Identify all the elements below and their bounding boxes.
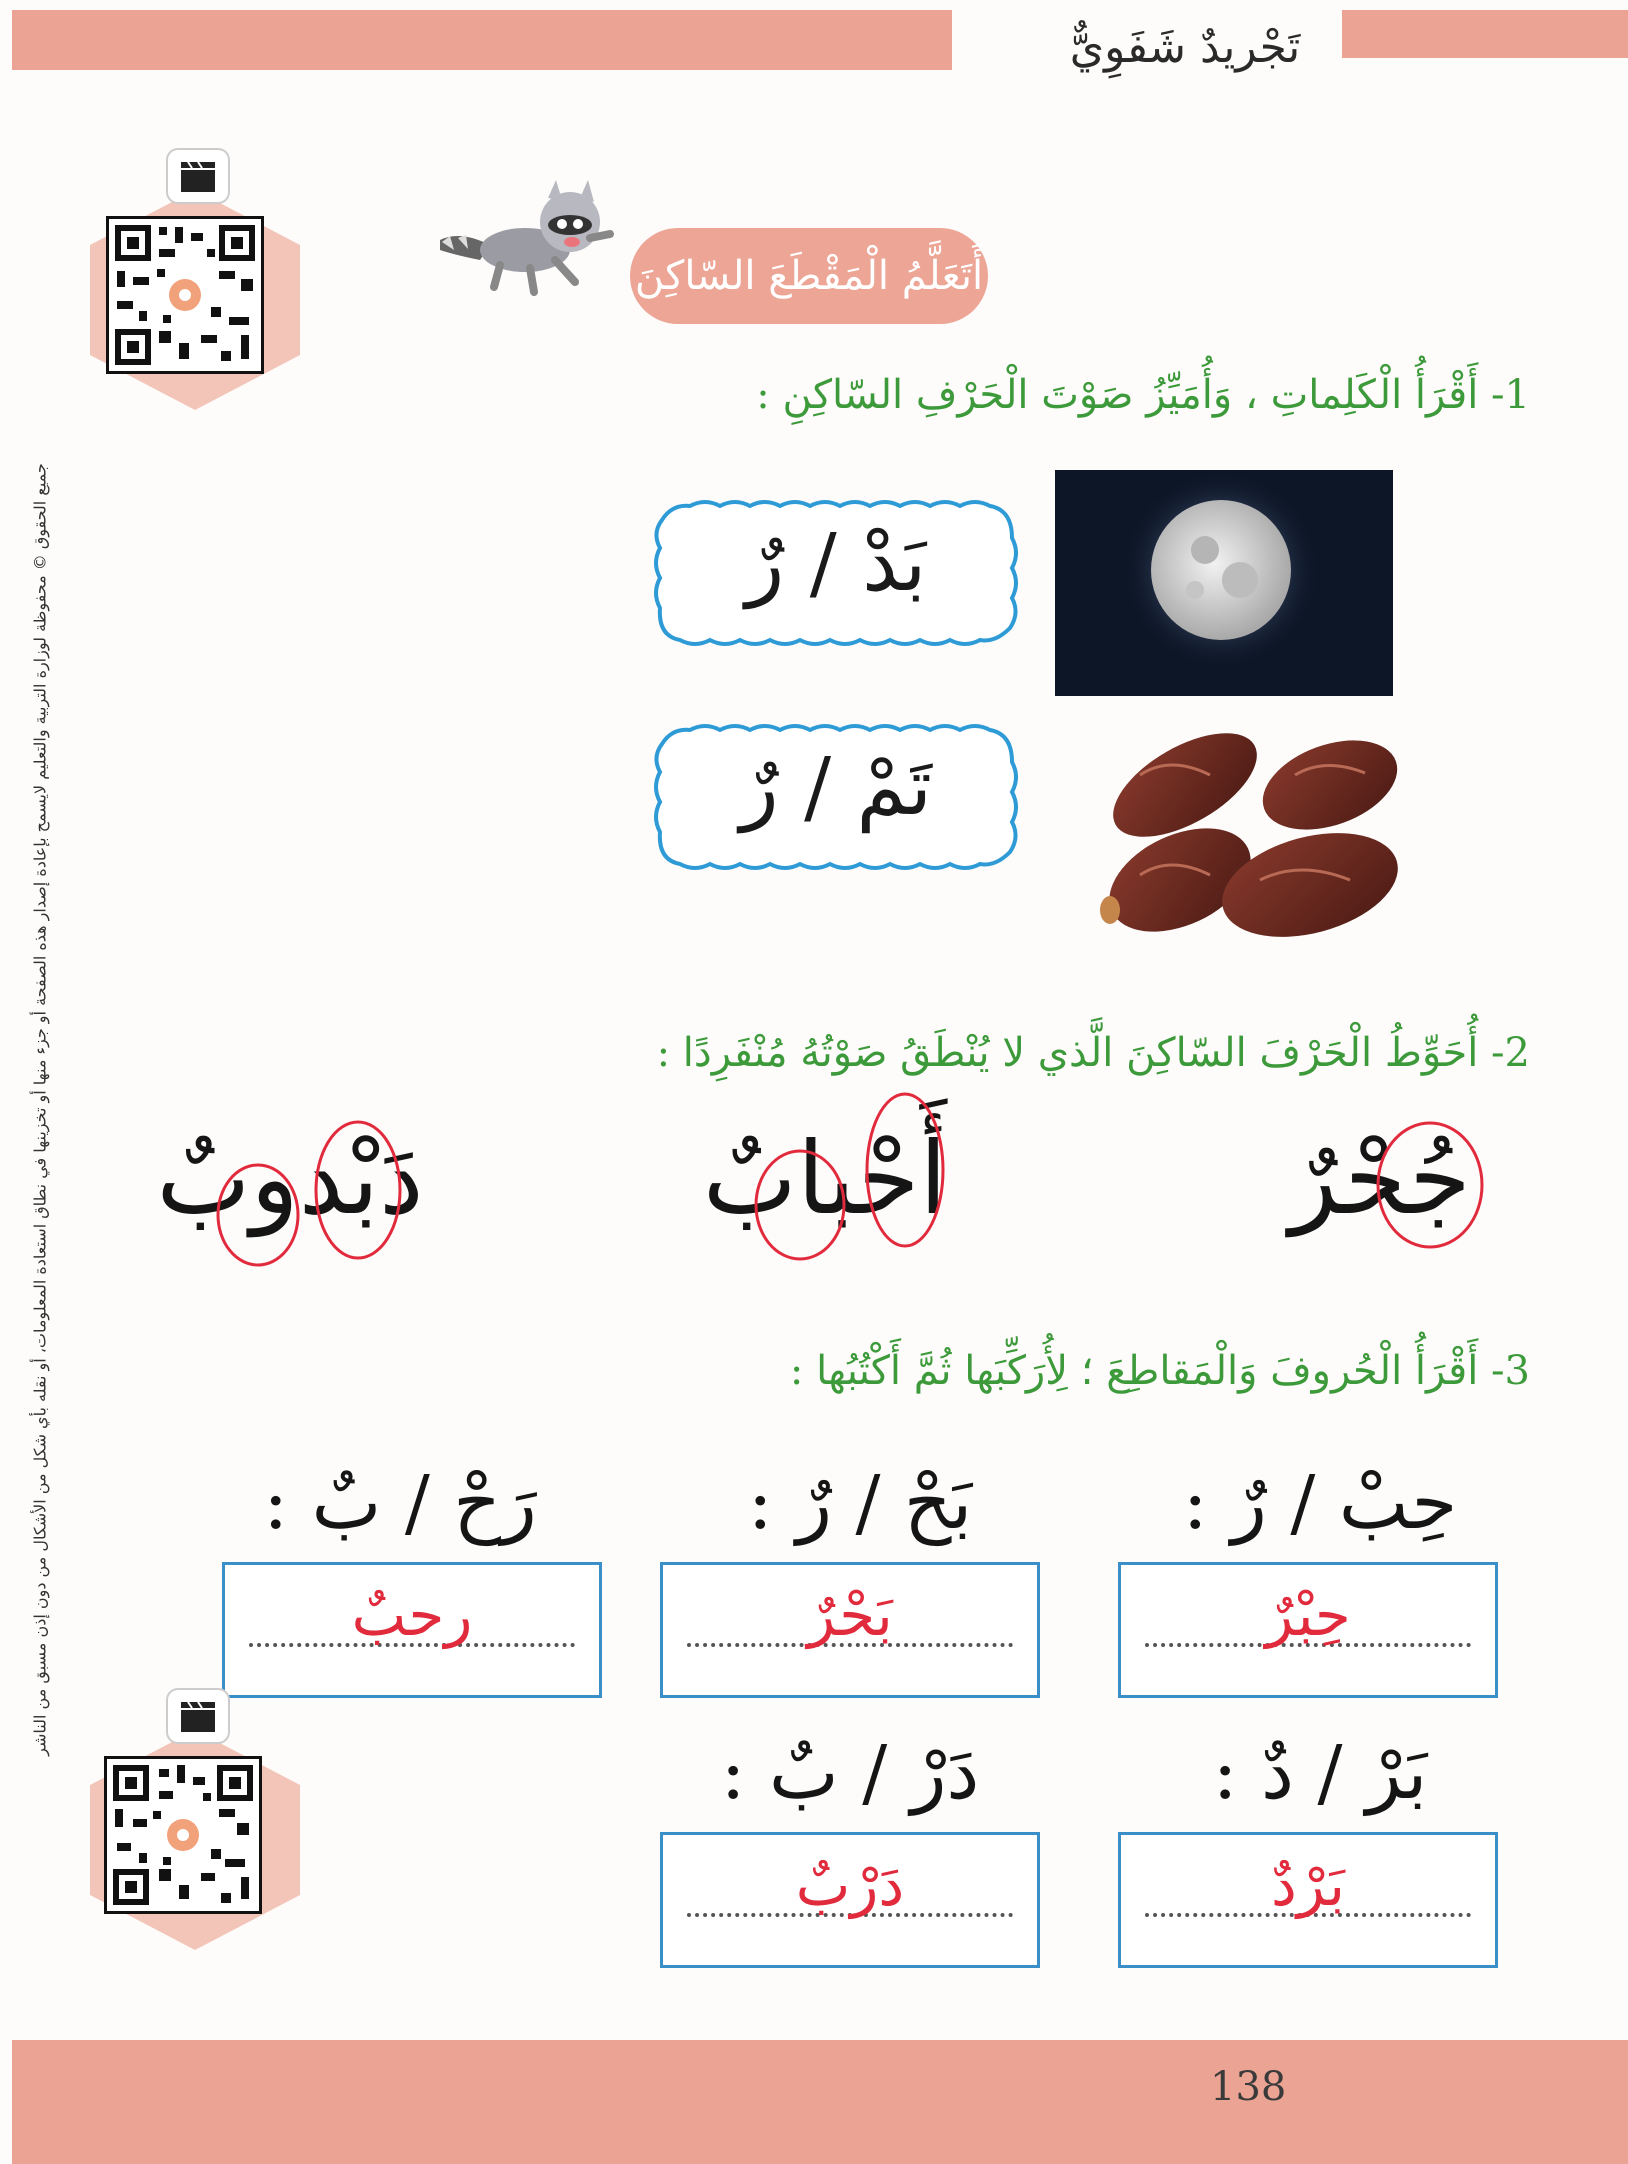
header-band-left xyxy=(12,10,952,70)
handwritten-answer: دَرْبٌ xyxy=(795,1851,905,1919)
syllable-prompt: بَرْ / دٌ : xyxy=(1212,1730,1428,1816)
section2-instruction: 2- أُحَوِّطُ الْحَرْفَ السّاكِنَ الَّذي لا يُنْطَقُ صَوْتُهُ مُنْفَرِدًا : xyxy=(656,1030,1530,1076)
video-clapper-icon xyxy=(178,158,218,194)
handwritten-answer: رحبٌ xyxy=(351,1581,473,1649)
qr-code-icon xyxy=(107,1759,259,1911)
qr-code[interactable] xyxy=(104,1756,262,1914)
word-card-text: تَمْ / رٌ xyxy=(740,740,932,833)
raccoon-mascot-icon xyxy=(420,170,620,300)
header-band-right xyxy=(1342,10,1628,58)
section3-instruction: 3- أَقْرَأُ الْحُروفَ وَالْمَقاطِعَ ؛ لِأُرَكِّبَها ثُمَّ أَكْتُبُها : xyxy=(789,1348,1530,1394)
answer-field[interactable] xyxy=(222,1562,602,1698)
footer-band xyxy=(12,2040,1628,2164)
moon-image xyxy=(1055,470,1393,696)
answer-field[interactable] xyxy=(1118,1832,1498,1968)
word-item: جُحْرٌ xyxy=(1289,1120,1471,1237)
dates-image-icon xyxy=(1080,705,1410,965)
answer-field[interactable] xyxy=(660,1562,1040,1698)
copyright-note: جميع الحقوق © محفوظة لوزارة التربية والتعليم لايسمح بإعادة إصدار هذه الصفحة أو جزء منها أو تخزينها في نطاق استعادة المعلومات، أو نقله بأي شكل من الأشكال من دون إذن مسبق من الناشر xyxy=(30,463,50,1756)
word-item: أَحْبابٌ xyxy=(702,1120,948,1237)
section1-instruction: 1- أَقْرَأُ الْكَلِماتِ ، وَأُمَيِّزُ صَوْتَ الْحَرْفِ السّاكِنِ : xyxy=(756,372,1530,418)
syllable-prompt: دَرْ / بٌ : xyxy=(720,1730,980,1816)
qr-code-icon xyxy=(109,219,261,371)
lesson-title-badge: أَتَعَلَّمُ الْمَقْطَعَ السّاكِنَ xyxy=(630,228,988,324)
word-card-text: بَدْ / رٌ xyxy=(745,516,927,609)
moon-icon xyxy=(1055,470,1393,696)
answer-field[interactable] xyxy=(660,1832,1040,1968)
handwritten-answer: حِبْرٌ xyxy=(1265,1581,1351,1649)
syllable-prompt: حِبْ / رٌ : xyxy=(1182,1460,1458,1546)
syllable-prompt: رَحْ / بٌ : xyxy=(263,1460,537,1546)
word-card xyxy=(650,722,1022,872)
handwritten-answer: بَرْدٌ xyxy=(1271,1851,1345,1919)
word-item: دَبْدوبٌ xyxy=(156,1120,424,1237)
video-badge[interactable] xyxy=(168,150,228,202)
handwritten-circle-marks xyxy=(0,1090,1628,1290)
page-number: 138 xyxy=(1210,2064,1287,2110)
handwritten-answer: بَحْرٌ xyxy=(807,1581,893,1649)
syllable-prompt: بَحْ / رٌ : xyxy=(747,1460,973,1546)
answer-field[interactable] xyxy=(1118,1562,1498,1698)
word-card xyxy=(650,498,1022,648)
video-badge[interactable] xyxy=(168,1690,228,1742)
video-clapper-icon xyxy=(178,1698,218,1734)
page-title: تَجْريدٌ شَفَوِيٌّ xyxy=(1069,22,1301,73)
qr-code[interactable] xyxy=(106,216,264,374)
